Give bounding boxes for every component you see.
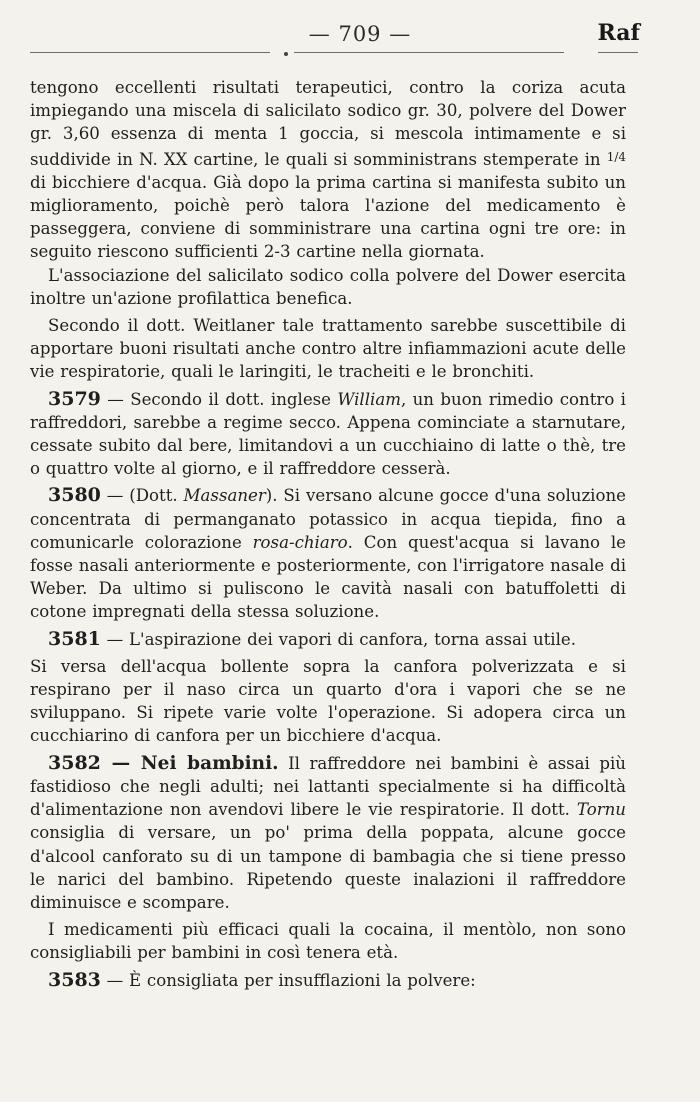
section-number: 3580 (48, 484, 101, 507)
paragraph-weitlaner: Secondo il dott. Weitlaner tale trattamento sarebbe suscettibile di apportare buoni risultati anche contro altre infiammazioni acute delle vie respiratorie, quali le laringiti, le tracheiti e le bronchiti. (30, 316, 626, 382)
page-body (30, 76, 626, 992)
section-3581 (30, 628, 626, 651)
header-rule-left (30, 52, 270, 53)
text-run: — L'aspirazione dei vapori di canfora, torna assai utile. (100, 629, 577, 649)
paragraph-association: L'associazione del salicilato sodico colla polvere del Dower esercita inoltre un'azione profilattica benefica. (30, 265, 626, 308)
text-run: — Secondo il dott. inglese (100, 389, 338, 409)
text-run: , un buon rimedio contro i raffreddori, sarebbe a regime secco. Appena cominciate a starnutare, cessate subito dal bere, limitandovi a un cucchiaino di latte o thè, tre o quattro volte al giorno, e il raffreddore cesserà. (30, 389, 626, 479)
paragraph-medicaments: I medicamenti più efficaci quali la cocaina, il mentòlo, non sono consigliabili per bambini in così tenera età. (30, 920, 626, 963)
text-run: tengono eccellenti risultati terapeutici, contro la coriza acuta impiegando una miscela di salicilato sodico gr. 30, polvere del Dower gr. 3,60 essenza di menta 1 goccia, si mescola intimamente e si suddivide in N. XX cartine, le quali si somministrans stemperate in (30, 78, 626, 169)
section-number: 3582 (48, 751, 101, 774)
page-number: — 709 — (308, 22, 412, 46)
page-header (30, 18, 640, 58)
text-run: — (Dott. (100, 486, 184, 506)
section-number: 3583 (48, 968, 101, 991)
section-heading: — Nei bambini. (100, 752, 279, 774)
text-run: di bicchiere d'acqua. Già dopo la prima cartina si manifesta subito un miglioramento, poichè però talora l'azione del medicamento è passeggera, conviene di somministrare una cartina ogni tre ore: in seguito riescono sufficienti 2-3 cartine nella giornata. (30, 172, 626, 262)
section-3580 (30, 484, 626, 623)
paragraph-camphor: Si versa dell'acqua bollente sopra la canfora polverizzata e si respirano per il naso circa un quarto d'ora i vapori che se ne sviluppano. Si ripete varie volte l'operazione. Si adopera circa un cucchiarino di canfora per un bicchiere d'acqua. (30, 656, 626, 746)
header-dot (284, 52, 288, 56)
color-term: rosa-chiaro (252, 532, 348, 552)
author-name: William (337, 389, 401, 409)
text-run: ). Si versano alcune gocce d'una soluzione concentrata di permanganato potassico in acqua tiepida, fino a comunicarle colorazione (30, 486, 626, 552)
section-number: 3581 (48, 627, 101, 650)
section-3582 (30, 752, 626, 914)
text-run: consiglia di versare, un po' prima della poppata, alcune gocce d'alcool canforato su di un tampone di bambagia che si tiene presso le narici del bambino. Ripetendo queste inalazioni il raffreddore diminuisce e scompare. (30, 823, 626, 912)
section-3583 (30, 969, 626, 992)
header-rule-right (598, 52, 638, 53)
header-rule-middle (294, 52, 564, 53)
paragraph-continuation (30, 76, 626, 264)
section-number: 3579 (48, 387, 101, 410)
section-3579 (30, 388, 626, 481)
running-head: Raf (597, 20, 640, 46)
author-name: Massaner (183, 486, 266, 506)
text-run: — È consigliata per insufflazioni la polvere: (100, 970, 476, 990)
author-name: Tornu (576, 800, 626, 820)
text-run: . Con quest'acqua si lavano le fosse nasali anteriormente e posteriormente, con l'irrigatore nasale di Weber. Da ultimo si puliscono le cavità nasali con batuffoletti di cotone impregnati della stessa soluzione. (30, 532, 626, 622)
text-run: Il raffreddore nei bambini è assai più fastidioso che negli adulti; nei lattanti specialmente si ha difficoltà d'alimentazione non avendovi libere le vie respiratorie. Il dott. (30, 753, 626, 820)
fraction: 1/4 (606, 149, 626, 164)
